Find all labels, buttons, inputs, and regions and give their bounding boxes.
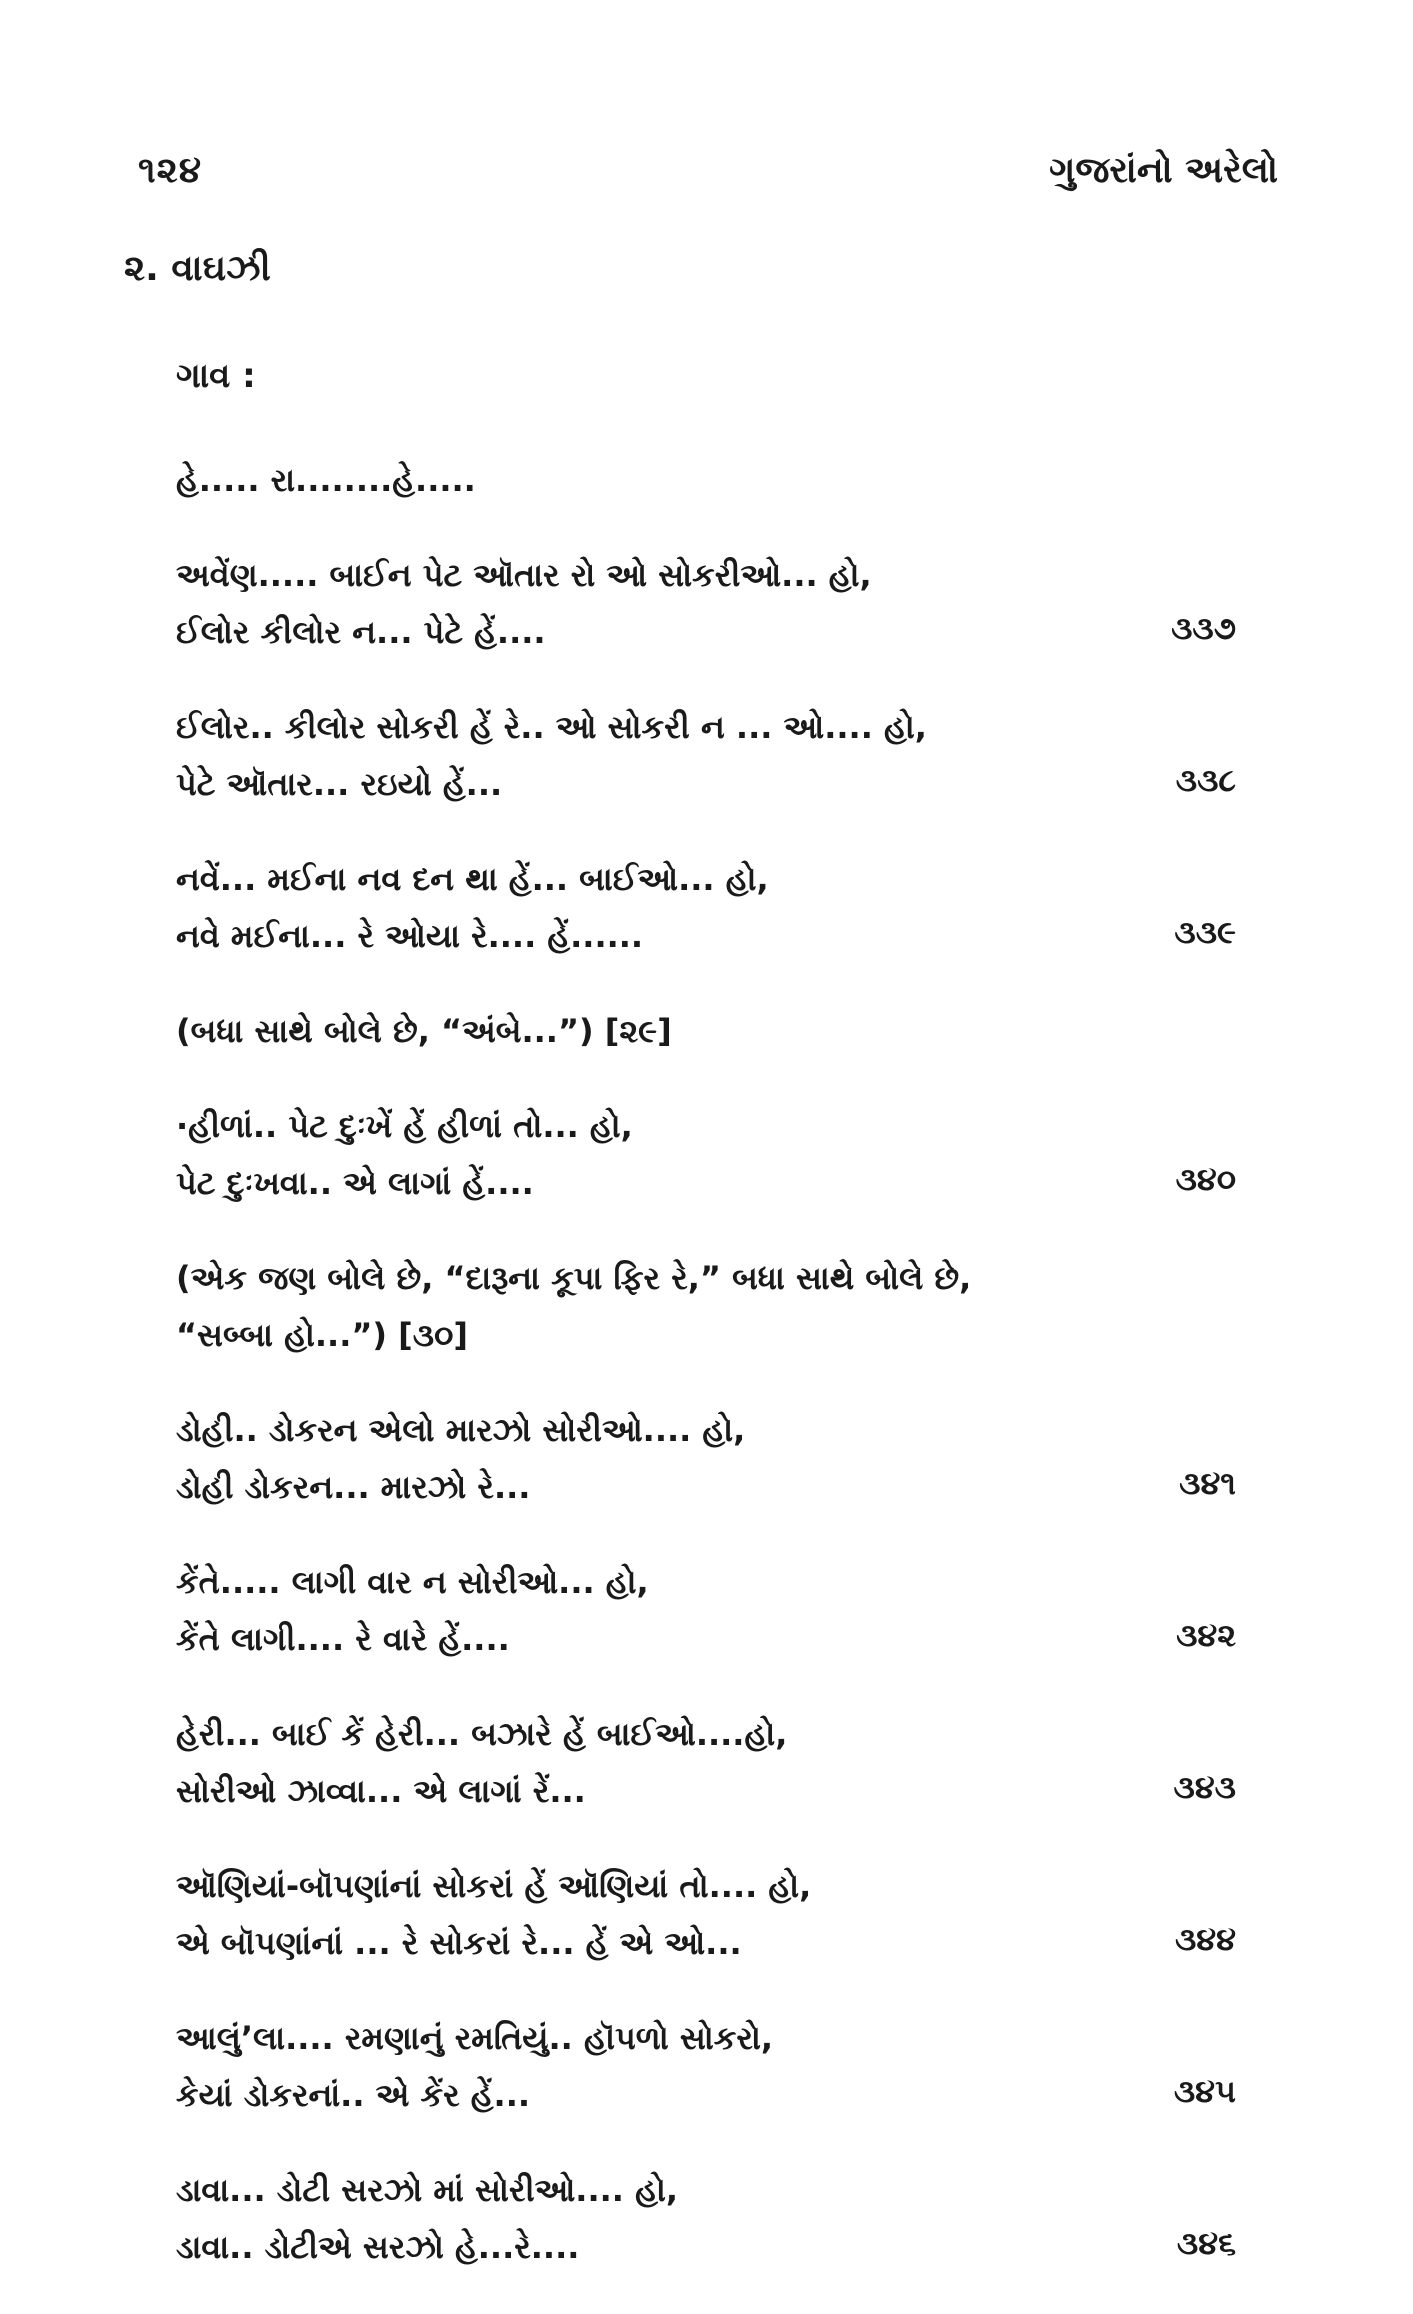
verse-block (176, 699, 1236, 813)
verse-line: ડોહી ડોકરન... મારઝો રે... (176, 1468, 531, 1506)
page-number: ૧૨૪ (138, 150, 203, 191)
verse-line: પેટે ઑતાર... રઇયો હેં... (176, 765, 503, 803)
verse-number: ૩૩૮ (1175, 761, 1236, 799)
verse-line: આલું’લા.... રમણાનું રમતિયું.. હૉપળો સોકરો, (176, 2019, 774, 2057)
verse-block (176, 1554, 1236, 1668)
verse-list (176, 452, 1236, 2314)
page-header (138, 150, 1278, 210)
verse-line: ડોહી.. ડોકરન એલો મારઝો સોરીઓ.... હો, (176, 1411, 746, 1449)
verse-number: ૩૩૯ (1174, 913, 1236, 951)
performance-note (176, 1003, 1236, 1060)
verse-block (176, 2162, 1236, 2276)
verse-line: કેયાં ડોકરનાં.. એ કેંર હેં... (176, 2076, 531, 2114)
verse-block (176, 2010, 1236, 2124)
verse-number: ૩૪૫ (1173, 2072, 1236, 2110)
verse-line: હેરી... બાઈ કેં હેરી... બઝારે હેં બાઈઓ....હો, (176, 1715, 788, 1753)
performance-note (176, 1250, 1236, 1364)
verse-line: હે..... રા........હે..... (176, 461, 476, 499)
verse-block (176, 851, 1236, 965)
verse-number: ૩૪૩ (1173, 1768, 1236, 1806)
verse-number: ૩૪૬ (1176, 2224, 1236, 2262)
verse-number: ૩૩૭ (1171, 609, 1236, 647)
verse-line: કેંતે..... લાગી વાર ન સોરીઓ... હો, (176, 1563, 649, 1601)
note-line: (એક જણ બોલે છે, “દારૂના કૂપા ફિર રે,” બધા સાથે બોલે છે, (176, 1259, 972, 1297)
verse-line: એ બૉપણાંનાં ... રે સોકરાં રે... હેં એ ઓ... (176, 1924, 742, 1962)
running-title: ગુજરાંનો અરેલો (1049, 150, 1278, 191)
note-line: (બધા સાથે બોલે છે, “અંબે...”) [૨૯] (176, 1012, 672, 1050)
verse-line: ડાવા.. ડોટીએ સરઝો હે...રે.... (176, 2228, 580, 2266)
verse-block (176, 1402, 1236, 1516)
verse-line: ઈલોર કીલોર ન... પેટે હેં.... (176, 613, 546, 651)
section-title: ૨. વાઘઝી (124, 248, 271, 289)
verse-line: ·હીળાં.. પેટ દુઃખેં હેં હીળાં તો... હો, (176, 1107, 633, 1145)
verse-number: ૩૪૧ (1179, 1464, 1236, 1502)
verse-line: ડાવા... ડોટી સરઝો માં સોરીઓ.... હો, (176, 2171, 678, 2209)
verse-line: અવેંણ..... બાઈન પેટ ઑતાર રો ઓ સોકરીઓ... હો, (176, 556, 872, 594)
verse-line: ઑણિયાં-બૉપણાંનાં સોકરાં હેં ઑણિયાં તો.... હો, (176, 1867, 812, 1905)
verse-line: ઈલોર.. કીલોર સોકરી હેં રે.. ઓ સોકરી ન ... ઓ.... હો, (176, 708, 927, 746)
verse-line: નવે મઈના... રે ઓયા રે.... હેં...... (176, 917, 644, 955)
verse-line: સોરીઓ ઝાવ્વા... એ લાગાં રેં... (176, 1772, 586, 1810)
verse-block (176, 452, 1236, 509)
verse-number: ૩૪૦ (1175, 1160, 1236, 1198)
verse-number: ૩૪૪ (1175, 1920, 1236, 1958)
verse-block (176, 1706, 1236, 1820)
verse-number: ૩૪૨ (1176, 1616, 1236, 1654)
verse-block (176, 1858, 1236, 1972)
verse-block (176, 547, 1236, 661)
verse-line: નવેં... મઈના નવ દન થા હેં... બાઈઓ... હો, (176, 860, 769, 898)
verse-line: પેટ દુઃખવા.. એ લાગાં હેં.... (176, 1164, 534, 1202)
verse-line: કેંતે લાગી.... રે વારે હેં.... (176, 1620, 510, 1658)
section-label: ગાવ : (176, 356, 256, 396)
note-line: “સબ્બા હો...”) [૩૦] (176, 1316, 468, 1354)
verse-block (176, 1098, 1236, 1212)
